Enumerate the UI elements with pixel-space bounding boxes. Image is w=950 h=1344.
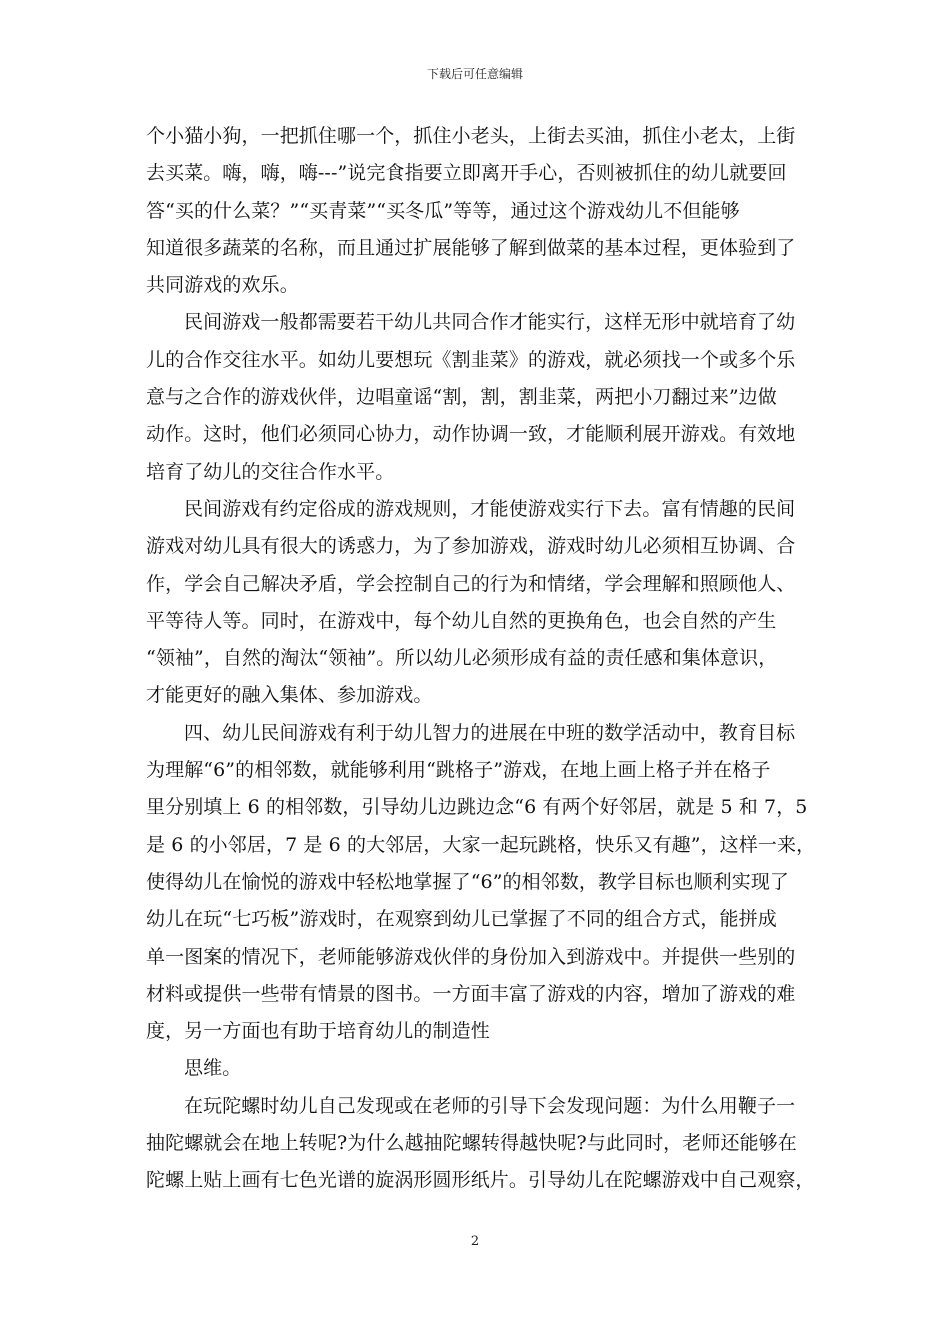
paragraph-first-line: 思维。 [184,1057,242,1080]
text-line: 去买菜。嗨，嗨，嗨---”说完食指要立即离开手心，否则被抓住的幼儿就要回 [146,162,787,185]
text-line: 儿的合作交往水平。如幼儿要想玩《割韭菜》的游戏，就必须找一个或多个乐 [146,348,796,371]
text-line: 陀螺上贴上画有七色光谱的旋涡形圆形纸片。引导幼儿在陀螺游戏中自己观察， [146,1169,815,1192]
text-line: 作，学会自己解决矛盾，学会控制自己的行为和情绪，学会理解和照顾他人、 [146,572,796,595]
text-line: 是 6 的小邻居，7 是 6 的大邻居，大家一起玩跳格，快乐又有趣”，这样一来， [146,833,816,856]
paragraph-first-line: 四、幼儿民间游戏有利于幼儿智力的进展在中班的数学活动中，教育目标 [184,721,796,744]
text-line: 为理解“6”的相邻数，就能够利用“跳格子”游戏，在地上画上格子并在格子 [146,759,771,782]
paragraph-first-line: 民间游戏有约定俗成的游戏规则，才能使游戏实行下去。富有情趣的民间 [184,497,796,520]
page-number: 2 [470,1234,480,1249]
text-line: 答“买的什么菜？”“买青菜”“买冬瓜”等等，通过这个游戏幼儿不但能够 [146,199,740,222]
text-line: 幼儿在玩“七巧板”游戏时，在观察到幼儿已掌握了不同的组合方式，能拼成 [146,908,777,931]
text-line: 动作。这时，他们必须同心协力，动作协调一致，才能顺利展开游戏。有效地 [146,423,796,446]
text-line: 度，另一方面也有助于培育幼儿的制造性 [146,1020,490,1043]
text-line: 平等待人等。同时，在游戏中，每个幼儿自然的更换角色，也会自然的产生 [146,609,777,632]
text-line: “领袖”，自然的淘汰“领袖”。所以幼儿必须形成有益的责任感和集体意识， [146,647,778,670]
text-line: 单一图案的情况下，老师能够游戏伙伴的身份加入到游戏中。并提供一些别的 [146,945,796,968]
text-line: 游戏对幼儿具有很大的诱惑力，为了参加游戏，游戏时幼儿必须相互协调、合 [146,535,796,558]
text-line: 培育了幼儿的交往合作水平。 [146,460,395,483]
paragraph-first-line: 民间游戏一般都需要若干幼儿共同合作才能实行，这样无形中就培育了幼 [184,311,796,334]
text-line: 意与之合作的游戏伙伴，边唱童谣“割，割，割韭菜，两把小刀翻过来”边做 [146,386,777,409]
document-body [146,118,822,1200]
text-line: 材料或提供一些带有情景的图书。一方面丰富了游戏的内容，增加了游戏的难 [146,982,796,1005]
page-header: 下载后可任意编辑 [426,67,523,81]
paragraph-first-line: 在玩陀螺时幼儿自己发现或在老师的引导下会发现问题：为什么用鞭子一 [184,1094,796,1117]
text-line: 里分别填上 6 的相邻数，引导幼儿边跳边念“6 有两个好邻居，就是 5 和 7，5 [146,796,808,819]
text-line: 共同游戏的欢乐。 [146,274,299,297]
text-line: 使得幼儿在愉悦的游戏中轻松地掌握了“6”的相邻数，教学目标也顺利实现了 [146,870,790,893]
text-line: 抽陀螺就会在地上转呢?为什么越抽陀螺转得越快呢?与此同时，老师还能够在 [146,1132,797,1155]
text-line: 知道很多蔬菜的名称，而且通过扩展能够了解到做菜的基本过程，更体验到了 [146,236,796,259]
text-line: 个小猫小狗，一把抓住哪一个，抓住小老头，上街去买油，抓住小老太，上街 [146,125,796,147]
text-line: 才能更好的融入集体、参加游戏。 [146,684,433,707]
